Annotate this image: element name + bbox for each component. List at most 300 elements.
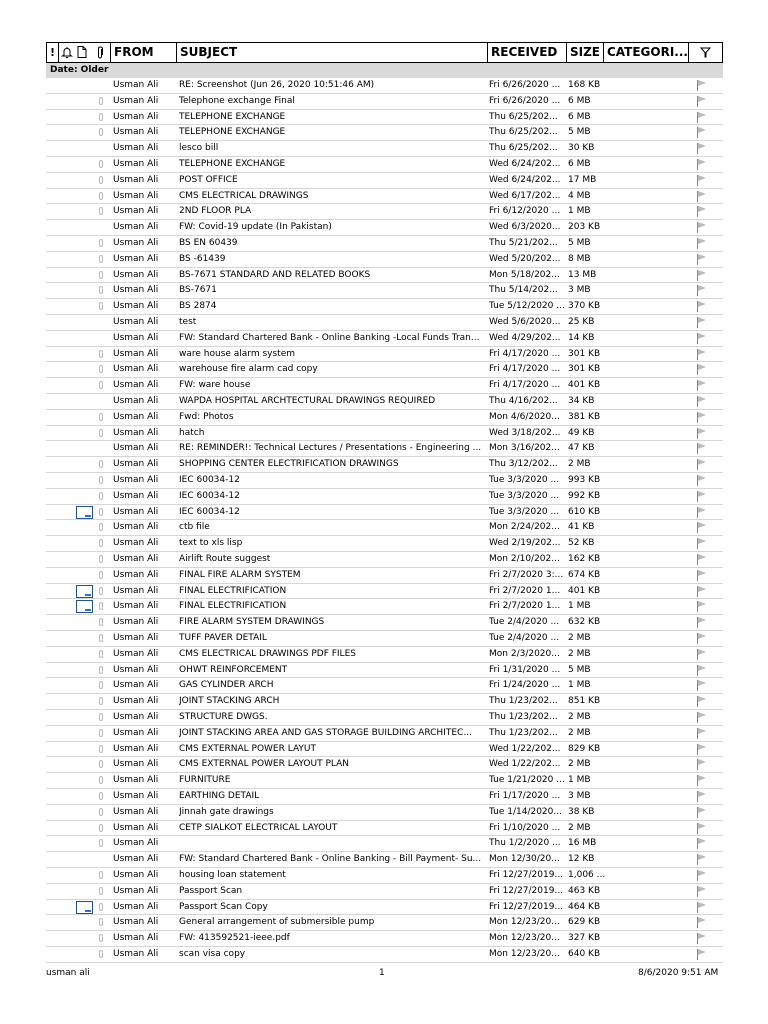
received-date: Thu 3/12/202... — [489, 459, 558, 470]
message-row[interactable] — [46, 868, 723, 884]
received-date: Thu 4/16/202... — [489, 396, 558, 406]
message-size: 2 MB — [568, 633, 591, 643]
message-size: 1 MB — [568, 680, 591, 691]
received-date: Mon 12/23/20... — [489, 949, 560, 959]
flag-icon[interactable] — [697, 665, 707, 676]
sender-name: Usman Ali — [113, 791, 159, 801]
received-date: Fri 2/7/2020 1... — [489, 601, 561, 612]
flag-icon[interactable] — [697, 791, 707, 802]
flag-icon[interactable] — [697, 270, 707, 281]
message-subject: Jinnah gate drawings — [179, 806, 274, 817]
flag-icon[interactable] — [697, 712, 707, 723]
flag-icon[interactable] — [697, 112, 707, 123]
message-subject: warehouse fire alarm cad copy — [179, 364, 318, 375]
message-row[interactable] — [46, 347, 723, 363]
flag-icon[interactable] — [697, 759, 707, 770]
message-size: 464 KB — [568, 901, 601, 912]
flag-icon[interactable] — [697, 127, 707, 138]
received-date: Wed 6/24/202... — [489, 174, 561, 185]
flag-icon[interactable] — [697, 96, 707, 107]
received-date: Fri 4/17/2020 ... — [489, 364, 561, 375]
attachment-icon — [99, 903, 103, 911]
flag-icon[interactable] — [697, 633, 707, 644]
message-row[interactable] — [46, 394, 723, 410]
flag-icon[interactable] — [697, 475, 707, 486]
message-row[interactable] — [46, 678, 723, 694]
message-subject: TELEPHONE EXCHANGE — [179, 111, 286, 122]
sender-name: Usman Ali — [113, 806, 159, 817]
message-subject: POST OFFICE — [179, 174, 238, 185]
attachment-icon — [99, 697, 103, 705]
message-row[interactable] — [46, 268, 723, 284]
message-row[interactable] — [46, 410, 723, 426]
message-size: 13 MB — [568, 269, 597, 280]
flag-icon[interactable] — [697, 554, 707, 565]
received-date: Mon 2/24/202... — [489, 522, 560, 533]
attachment-icon — [99, 602, 103, 610]
message-row[interactable] — [46, 931, 723, 947]
paperclip-icon[interactable] — [89, 43, 111, 62]
message-subject: STRUCTURE DWGS. — [179, 712, 268, 722]
message-size: 992 KB — [568, 490, 601, 501]
flag-icon[interactable] — [697, 238, 707, 249]
received-date: Thu 1/23/202... — [489, 727, 558, 738]
message-size: 301 KB — [568, 348, 601, 359]
attachment-icon — [99, 839, 103, 847]
message-row[interactable] — [46, 236, 723, 252]
received-date: Tue 3/3/2020 ... — [489, 506, 560, 517]
attachment-icon — [99, 381, 103, 389]
received-date: Wed 5/20/202... — [489, 253, 561, 264]
attachment-icon — [99, 286, 103, 294]
flag-icon[interactable] — [697, 222, 707, 233]
received-date: Fri 1/24/2020 ... — [489, 680, 561, 691]
message-subject: FW: Standard Chartered Bank - Online Banking -Local Funds Tran... — [179, 332, 480, 343]
message-row[interactable] — [46, 647, 723, 663]
received-column-header[interactable]: RECEIVED — [488, 43, 567, 62]
group-header[interactable]: Date: Older — [46, 63, 723, 78]
flag-icon[interactable] — [697, 317, 707, 328]
flag-icon[interactable] — [697, 949, 707, 960]
message-size: 12 KB — [568, 854, 595, 865]
message-row[interactable] — [46, 584, 723, 600]
sender-name: Usman Ali — [113, 364, 159, 375]
flag-icon[interactable] — [697, 412, 707, 423]
sender-name: Usman Ali — [113, 885, 159, 896]
message-row[interactable] — [46, 489, 723, 505]
received-date: Tue 1/14/2020... — [489, 806, 562, 817]
message-size: 629 KB — [568, 917, 601, 928]
message-row[interactable] — [46, 599, 723, 615]
message-subject: ware house alarm system — [179, 348, 296, 359]
attachment-icon — [99, 745, 103, 753]
message-size: 3 MB — [568, 791, 591, 801]
flag-icon[interactable] — [697, 886, 707, 897]
message-row[interactable] — [46, 378, 723, 394]
message-size: 14 KB — [568, 332, 595, 343]
message-row[interactable] — [46, 173, 723, 189]
message-row[interactable] — [46, 204, 723, 220]
message-row[interactable] — [46, 915, 723, 931]
sender-name: Usman Ali — [113, 443, 159, 454]
sender-name: Usman Ali — [113, 601, 159, 612]
received-date: Fri 2/7/2020 1... — [489, 585, 561, 596]
sender-name: Usman Ali — [113, 901, 159, 912]
sender-name: Usman Ali — [113, 332, 159, 343]
footer-datetime: 8/6/2020 9:51 AM — [638, 968, 719, 978]
received-date: Thu 1/23/202... — [489, 696, 558, 707]
message-subject: FINAL ELECTRIFICATION — [179, 585, 287, 596]
message-row[interactable] — [46, 726, 723, 742]
message-subject: IEC 60034-12 — [179, 475, 240, 485]
received-date: Wed 6/3/2020... — [489, 222, 561, 233]
flag-icon[interactable] — [697, 254, 707, 265]
message-row[interactable] — [46, 773, 723, 789]
flag-icon[interactable] — [697, 601, 707, 612]
flag-icon[interactable] — [697, 696, 707, 707]
received-date: Thu 6/25/202... — [489, 143, 558, 154]
sender-name: Usman Ali — [113, 933, 159, 944]
message-size: 16 MB — [568, 838, 597, 849]
message-size: 2 MB — [568, 759, 591, 770]
message-row[interactable] — [46, 757, 723, 773]
sender-name: Usman Ali — [113, 775, 159, 786]
message-size: 1,006 ... — [568, 870, 606, 880]
attachment-icon — [99, 365, 103, 373]
attachment-icon — [99, 460, 103, 468]
message-subject: IEC 60034-12 — [179, 490, 240, 501]
message-size: 2 MB — [568, 727, 591, 738]
received-date: Fri 4/17/2020 ... — [489, 380, 561, 391]
attachment-icon — [99, 523, 103, 531]
message-subject: IEC 60034-12 — [179, 506, 240, 517]
flag-icon[interactable] — [697, 744, 707, 755]
message-row[interactable] — [46, 299, 723, 315]
sender-name: Usman Ali — [113, 269, 159, 280]
flag-icon[interactable] — [697, 870, 707, 881]
message-size: 4 MB — [568, 190, 591, 201]
message-row[interactable] — [46, 157, 723, 173]
message-size: 6 MB — [568, 159, 591, 169]
message-size: 2 MB — [568, 822, 591, 833]
flag-icon[interactable] — [697, 823, 707, 834]
size-column-header[interactable]: SIZE — [567, 43, 604, 62]
message-size: 1 MB — [568, 601, 591, 612]
attachment-icon — [99, 713, 103, 721]
sender-name: Usman Ali — [113, 317, 159, 327]
received-date: Wed 5/6/2020... — [489, 317, 561, 327]
message-subject: CETP SIALKOT ELECTRICAL LAYOUT — [179, 822, 338, 833]
flag-icon[interactable] — [697, 538, 707, 549]
flag-filter-icon[interactable] — [689, 43, 722, 62]
attachment-icon — [99, 887, 103, 895]
message-subject: GAS CYLINDER ARCH — [179, 680, 274, 691]
message-subject: FW: Standard Chartered Bank - Online Banking - Bill Payment- Su... — [179, 854, 482, 865]
message-status-icon — [76, 585, 93, 598]
sender-name: Usman Ali — [113, 253, 159, 264]
flag-icon[interactable] — [697, 301, 707, 312]
message-subject: test — [179, 317, 197, 327]
flag-icon[interactable] — [697, 159, 707, 170]
flag-icon[interactable] — [697, 854, 707, 865]
message-size: 5 MB — [568, 127, 591, 138]
message-status-icon — [76, 901, 93, 914]
message-size: 401 KB — [568, 380, 601, 391]
attachment-icon — [99, 950, 103, 958]
message-row[interactable] — [46, 710, 723, 726]
message-subject: General arrangement of submersible pump — [179, 917, 375, 928]
flag-icon[interactable] — [697, 380, 707, 391]
message-row[interactable] — [46, 742, 723, 758]
flag-icon[interactable] — [697, 206, 707, 217]
message-row[interactable] — [46, 426, 723, 442]
message-row[interactable] — [46, 110, 723, 126]
message-subject: Telephone exchange Final — [179, 95, 295, 106]
attachment-icon — [99, 871, 103, 879]
received-date: Mon 12/23/20... — [489, 917, 560, 928]
message-row[interactable] — [46, 362, 723, 378]
message-row[interactable] — [46, 836, 723, 852]
flag-icon[interactable] — [697, 507, 707, 518]
flag-icon[interactable] — [697, 443, 707, 454]
attachment-icon — [99, 650, 103, 658]
sender-name: Usman Ali — [113, 380, 159, 391]
sender-name: Usman Ali — [113, 174, 159, 185]
received-date: Thu 6/25/202... — [489, 111, 558, 122]
received-date: Fri 12/27/2019... — [489, 901, 564, 912]
sender-name: Usman Ali — [113, 238, 159, 248]
flag-icon[interactable] — [697, 191, 707, 202]
received-date: Wed 1/22/202... — [489, 743, 561, 754]
message-size: 632 KB — [568, 617, 601, 628]
sender-name: Usman Ali — [113, 396, 159, 406]
received-date: Mon 12/30/20... — [489, 854, 560, 865]
message-row[interactable] — [46, 947, 723, 963]
flag-icon[interactable] — [697, 617, 707, 628]
message-row[interactable] — [46, 663, 723, 679]
flag-icon[interactable] — [697, 570, 707, 581]
flag-icon[interactable] — [697, 728, 707, 739]
message-row[interactable] — [46, 694, 723, 710]
sender-name: Usman Ali — [113, 633, 159, 643]
sender-name: Usman Ali — [113, 870, 159, 880]
message-row[interactable] — [46, 821, 723, 837]
flag-icon[interactable] — [697, 522, 707, 533]
flag-icon[interactable] — [697, 838, 707, 849]
attachment-icon — [99, 824, 103, 832]
sender-name: Usman Ali — [113, 522, 159, 533]
message-row[interactable] — [46, 568, 723, 584]
footer-user: usman ali — [46, 968, 90, 978]
message-size: 38 KB — [568, 806, 595, 817]
attachment-icon — [99, 97, 103, 105]
flag-icon[interactable] — [697, 933, 707, 944]
sender-name: Usman Ali — [113, 917, 159, 928]
message-row[interactable] — [46, 900, 723, 916]
message-size: 674 KB — [568, 569, 601, 580]
message-row[interactable] — [46, 78, 723, 94]
message-size: 30 KB — [568, 143, 595, 154]
flag-icon[interactable] — [697, 285, 707, 296]
attachment-icon — [99, 255, 103, 263]
subject-column-header[interactable]: SUBJECT — [177, 43, 488, 62]
sender-name: Usman Ali — [113, 822, 159, 833]
message-row[interactable] — [46, 252, 723, 268]
from-column-header[interactable]: FROM — [111, 43, 177, 62]
attachment-icon — [99, 302, 103, 310]
message-size: 5 MB — [568, 664, 591, 675]
flag-icon[interactable] — [697, 917, 707, 928]
received-date: Fri 1/17/2020 ... — [489, 791, 561, 801]
sender-name: Usman Ali — [113, 712, 159, 722]
attachment-icon — [99, 666, 103, 674]
message-subject: RE: Screenshot (Jun 26, 2020 10:51:46 AM) — [179, 80, 375, 90]
message-subject: CMS ELECTRICAL DRAWINGS — [179, 190, 309, 201]
message-row[interactable] — [46, 141, 723, 157]
message-size: 993 KB — [568, 475, 601, 485]
message-subject: EARTHING DETAIL — [179, 791, 260, 801]
message-size: 6 MB — [568, 111, 591, 122]
flag-icon[interactable] — [697, 902, 707, 913]
flag-icon[interactable] — [697, 143, 707, 154]
received-date: Fri 2/7/2020 3:... — [489, 569, 564, 580]
message-row[interactable] — [46, 94, 723, 110]
flag-icon[interactable] — [697, 349, 707, 360]
message-row[interactable] — [46, 315, 723, 331]
sender-name: Usman Ali — [113, 95, 159, 106]
bell-icon[interactable] — [59, 43, 75, 62]
flag-icon[interactable] — [697, 649, 707, 660]
message-subject: Passport Scan Copy — [179, 901, 268, 912]
categories-column-header[interactable]: CATEGORI... — [604, 43, 689, 62]
sender-name: Usman Ali — [113, 506, 159, 517]
sender-name: Usman Ali — [113, 285, 159, 296]
sender-name: Usman Ali — [113, 696, 159, 707]
flag-icon[interactable] — [697, 807, 707, 818]
message-size: 610 KB — [568, 506, 601, 517]
message-subject: Fwd: Photos — [179, 411, 234, 422]
message-row[interactable] — [46, 457, 723, 473]
sender-name: Usman Ali — [113, 759, 159, 770]
message-size: 1 MB — [568, 206, 591, 217]
message-row[interactable] — [46, 805, 723, 821]
flag-icon[interactable] — [697, 491, 707, 502]
attachment-icon — [99, 776, 103, 784]
message-subject: FW: 413592521-ieee.pdf — [179, 933, 290, 944]
message-row[interactable] — [46, 473, 723, 489]
flag-icon[interactable] — [697, 396, 707, 407]
message-row[interactable] — [46, 789, 723, 805]
page-icon[interactable] — [75, 43, 89, 62]
message-subject: text to xls lisp — [179, 538, 243, 549]
message-row[interactable] — [46, 884, 723, 900]
attachment-icon — [99, 113, 103, 121]
flag-icon[interactable] — [697, 364, 707, 375]
received-date: Wed 4/29/202... — [489, 332, 561, 343]
received-date: Mon 2/10/202... — [489, 554, 560, 564]
message-subject: TELEPHONE EXCHANGE — [179, 159, 286, 169]
flag-icon[interactable] — [697, 428, 707, 439]
received-date: Mon 3/16/202... — [489, 443, 560, 454]
message-size: 162 KB — [568, 554, 601, 564]
message-size: 640 KB — [568, 949, 601, 959]
message-row[interactable] — [46, 220, 723, 236]
sender-name: Usman Ali — [113, 127, 159, 138]
received-date: Fri 6/26/2020 ... — [489, 95, 561, 106]
message-row[interactable] — [46, 189, 723, 205]
attachment-icon — [99, 539, 103, 547]
message-subject: OHWT REINFORCEMENT — [179, 664, 288, 675]
attachment-icon — [99, 618, 103, 626]
message-subject: Airlift Route suggest — [179, 554, 271, 564]
flag-icon[interactable] — [697, 586, 707, 597]
message-size: 301 KB — [568, 364, 601, 375]
flag-icon[interactable] — [697, 80, 707, 91]
received-date: Fri 12/27/2019... — [489, 885, 564, 896]
flag-icon[interactable] — [697, 459, 707, 470]
flag-icon[interactable] — [697, 775, 707, 786]
sender-name: Usman Ali — [113, 222, 159, 233]
flag-icon[interactable] — [697, 333, 707, 344]
message-row[interactable] — [46, 631, 723, 647]
message-row[interactable] — [46, 520, 723, 536]
received-date: Thu 1/23/202... — [489, 712, 558, 722]
message-subject: JOINT STACKING ARCH — [179, 696, 280, 707]
sender-name: Usman Ali — [113, 111, 159, 122]
sender-name: Usman Ali — [113, 664, 159, 675]
message-row[interactable] — [46, 283, 723, 299]
message-size: 3 MB — [568, 285, 591, 296]
flag-icon[interactable] — [697, 175, 707, 186]
message-row[interactable] — [46, 125, 723, 141]
message-subject: RE: REMINDER!: Technical Lectures / Presentations - Engineering ... — [179, 443, 482, 454]
message-status-icon — [76, 506, 93, 519]
sender-name: Usman Ali — [113, 854, 159, 865]
message-row[interactable] — [46, 615, 723, 631]
message-row[interactable] — [46, 852, 723, 868]
message-size: 2 MB — [568, 712, 591, 722]
received-date: Thu 1/2/2020 ... — [489, 838, 561, 849]
message-size: 17 MB — [568, 174, 597, 185]
message-size: 49 KB — [568, 427, 595, 438]
message-row[interactable] — [46, 505, 723, 521]
message-size: 1 MB — [568, 775, 591, 786]
attachment-icon — [99, 792, 103, 800]
flag-icon[interactable] — [697, 680, 707, 691]
message-subject: JOINT STACKING AREA AND GAS STORAGE BUILDING ARCHITEC... — [179, 727, 472, 738]
message-subject: BS 2874 — [179, 301, 217, 312]
sender-name: Usman Ali — [113, 301, 159, 312]
message-row[interactable] — [46, 552, 723, 568]
received-date: Tue 5/12/2020 ... — [489, 301, 565, 312]
received-date: Wed 1/22/202... — [489, 759, 561, 770]
message-size: 6 MB — [568, 95, 591, 106]
message-row[interactable] — [46, 536, 723, 552]
received-date: Fri 12/27/2019... — [489, 870, 564, 880]
message-row[interactable] — [46, 441, 723, 457]
importance-column-header[interactable]: ! — [47, 43, 59, 62]
sender-name: Usman Ali — [113, 427, 159, 438]
received-date: Tue 3/3/2020 ... — [489, 475, 560, 485]
received-date: Mon 5/18/202... — [489, 269, 560, 280]
attachment-icon — [99, 207, 103, 215]
footer-page-number: 1 — [379, 968, 385, 978]
sender-name: Usman Ali — [113, 411, 159, 422]
message-size: 52 KB — [568, 538, 595, 549]
message-row[interactable] — [46, 331, 723, 347]
attachment-icon — [99, 350, 103, 358]
received-date: Fri 1/10/2020 ... — [489, 822, 561, 833]
